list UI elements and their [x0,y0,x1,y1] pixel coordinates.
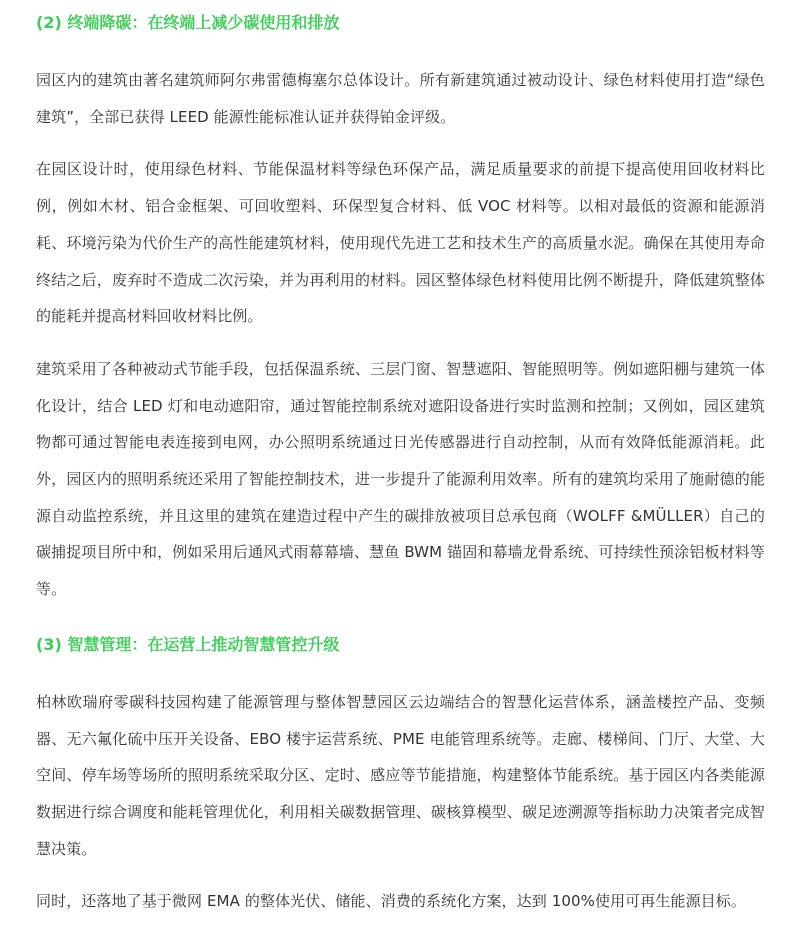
paragraph-passive-energy-saving: 建筑采用了各种被动式节能手段，包括保温系统、三层门窗、智慧遮阳、智能照明等。例如遮阳棚与建筑一体化设计，结合 LED 灯和电动遮阳帘，通过智能控制系统对遮阳设备进行实时监测和控制；又例如，园区建筑物都可通过智能电表连接到电网，办公照明系统通过日光传感器进行自动控制，从而有效降低能源消耗。此外，园区内的照明系统还采用了智能控制技术，进一步提升了能源利用效率。所有的建筑均采用了施耐德的能源自动监控系统，并且这里的建筑在建造过程中产生的碳排放被项目总承包商（WOLFF &MÜLLER）自己的碳捕捉项目所中和，例如采用后通风式雨幕幕墙、慧鱼 BWM 锚固和幕墙龙骨系统、可持续性预涂铝板材料等等。 [36,359,765,599]
paragraph-green-building-design: 园区内的建筑由著名建筑师阿尔弗雷德梅塞尔总体设计。所有新建筑通过被动设计、绿色材料使用打造“绿色建筑”，全部已获得 LEED 能源性能标准认证并获得铂金评级。 [36,71,765,126]
section-heading-terminal-decarbonization: (2) 终端降碳：在终端上减少碳使用和排放 [36,13,340,32]
section-heading-smart-management: (3) 智慧管理：在运营上推动智慧管控升级 [36,634,340,654]
paragraph-green-materials: 在园区设计时，使用绿色材料、节能保温材料等绿色环保产品，满足质量要求的前提下提高使用回收材料比例，例如木材、铝合金框架、可回收塑料、环保型复合材料、低 VOC 材料等。以相对最低的资源和能源消耗、环境污染为代价生产的高性能建筑材料，使用现代先进工艺和技术生产的高质量水泥。确保在其使用寿命终结之后，废弃时不造成二次污染，并为再利用的材料。园区整体绿色材料使用比例不断提升，降低建筑整体的能耗并提高材料回收材料比例。 [36,160,765,326]
paragraph-smart-operation-system: 柏林欧瑞府零碳科技园构建了能源管理与整体智慧园区云边端结合的智慧化运营体系，涵盖楼控产品、变频器、无六氟化硫中压开关设备、EBO 楼宇运营系统、PME 电能管理系统等。走廊、楼梯间、门厅、大堂、大空间、停车场等场所的照明系统采取分区、定时、感应等节能措施，构建整体节能系统。基于园区内各类能源数据进行综合调度和能耗管理优化，利用相关碳数据管理、碳核算模型、碳足迹溯源等指标助力决策者完成智慧决策。 [36,692,765,858]
paragraph-microgrid-ema: 同时，还落地了基于微网 EMA 的整体光伏、储能、消费的系统化方案，达到 100%使用可再生能源目标。 [36,892,746,911]
